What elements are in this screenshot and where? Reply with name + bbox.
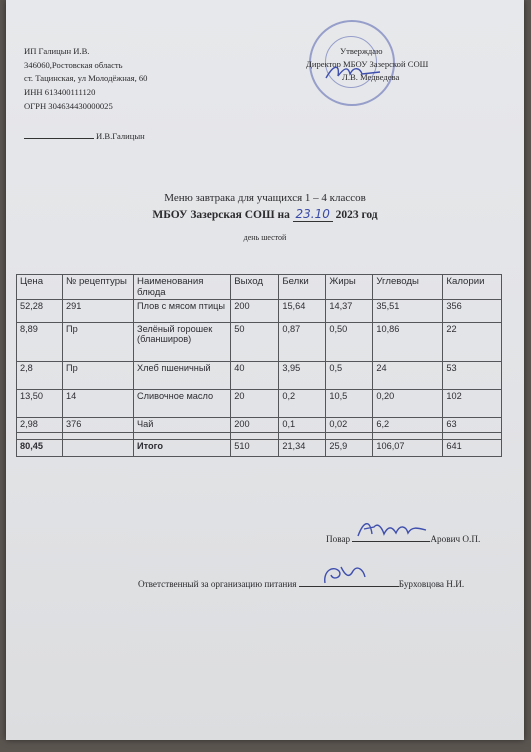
org-line: 346060,Ростовская область [24,59,123,70]
total-protein: 21,34 [279,440,326,457]
org-line: ОГРН 304634430000025 [24,100,113,111]
col-dish: Наименования блюда [134,275,231,300]
org-line: ИНН 613400111120 [24,87,96,98]
owner-signature-line [24,130,147,144]
total-yield: 510 [231,440,279,457]
table-row [17,362,502,390]
col-recipe: № рецептуры [62,275,133,300]
table-cell: Сливочное масло [134,390,231,418]
total-label: Итого [134,440,231,457]
table-cell: 13,50 [17,390,63,418]
organization-details [24,45,147,143]
cook-label: Повар [326,534,351,544]
table-cell: 6,2 [373,418,443,433]
table-cell: 2,8 [17,362,63,390]
owner-name: И.В.Галицын [96,130,145,141]
table-cell: 356 [443,300,502,323]
table-cell: 14,37 [326,300,373,323]
approve-label: Утверждаю [340,46,383,56]
table-spacer-row [17,433,502,440]
responsible-signature [299,575,399,587]
cook-name: Арович О.П. [430,534,481,544]
menu-day: день шестой [243,233,287,242]
org-line: ИП Галицын И.В. [24,46,90,56]
table-cell: 376 [62,418,133,433]
col-price: Цена [17,275,63,300]
table-cell: 102 [443,390,502,418]
table-cell: 291 [62,300,133,323]
total-fat: 25,9 [326,440,373,457]
table-cell: Зелёный горошек (бланширов) [134,323,231,362]
table-row [17,323,502,362]
cook-signature-line [326,530,480,544]
table-cell: 40 [231,362,279,390]
table-cell: 0,20 [373,390,443,418]
table-cell: Плов с мясом птицы [134,300,231,323]
menu-title: Меню завтрака для учащихся 1 – 4 классов [164,192,366,204]
table-row [17,300,502,323]
school-name: МБОУ Зазерская СОШ на [152,209,290,221]
table-cell: 14 [62,390,133,418]
col-fat: Жиры [326,275,373,300]
menu-table [16,274,502,457]
director-title: Директор МБОУ Зазерской СОШ [306,59,429,69]
col-calories: Калории [443,275,502,300]
table-cell: 200 [231,418,279,433]
responsible-signature-line [138,575,464,589]
table-cell: Пр [62,323,133,362]
table-cell: 2,98 [17,418,63,433]
total-carbs: 106,07 [373,440,443,457]
table-cell: 10,86 [373,323,443,362]
total-price: 80,45 [17,440,63,457]
col-protein: Белки [279,275,326,300]
director-name: Л.В. Медведева [342,72,400,82]
table-cell: 63 [443,418,502,433]
col-carbs: Углеводы [373,275,443,300]
table-cell: Чай [134,418,231,433]
menu-date: 23.10 [293,207,333,222]
table-cell: 53 [443,362,502,390]
table-cell: 0,1 [279,418,326,433]
table-cell: 0,02 [326,418,373,433]
table-cell: 0,5 [326,362,373,390]
org-line: ст. Тацинская, ул Молодёжная, 60 [24,73,148,84]
table-cell: 3,95 [279,362,326,390]
table-cell: 50 [231,323,279,362]
director-signature [324,62,384,84]
responsible-name: Бурховцова Н.И. [398,579,465,589]
table-cell [62,440,133,457]
table-cell: Хлеб пшеничный [134,362,231,390]
document-page [6,0,524,740]
table-cell: 0,50 [326,323,373,362]
cook-signature [352,530,430,542]
col-yield: Выход [231,275,279,300]
menu-year: 2023 год [335,209,378,221]
table-row [17,390,502,418]
table-cell: 20 [231,390,279,418]
table-cell: 52,28 [17,300,63,323]
table-row [17,418,502,433]
table-cell: 15,64 [279,300,326,323]
table-total-row [17,440,502,457]
menu-school-date [6,207,524,222]
table-header-row [17,275,502,300]
table-cell: 200 [231,300,279,323]
table-cell: 10,5 [326,390,373,418]
table-cell: 0,87 [279,323,326,362]
table-cell: 0,2 [279,390,326,418]
table-cell: Пр [62,362,133,390]
table-cell: 8,89 [17,323,63,362]
total-calories: 641 [443,440,502,457]
responsible-label: Ответственный за организацию питания [138,579,297,589]
table-cell: 24 [373,362,443,390]
table-cell: 35,51 [373,300,443,323]
table-cell: 22 [443,323,502,362]
